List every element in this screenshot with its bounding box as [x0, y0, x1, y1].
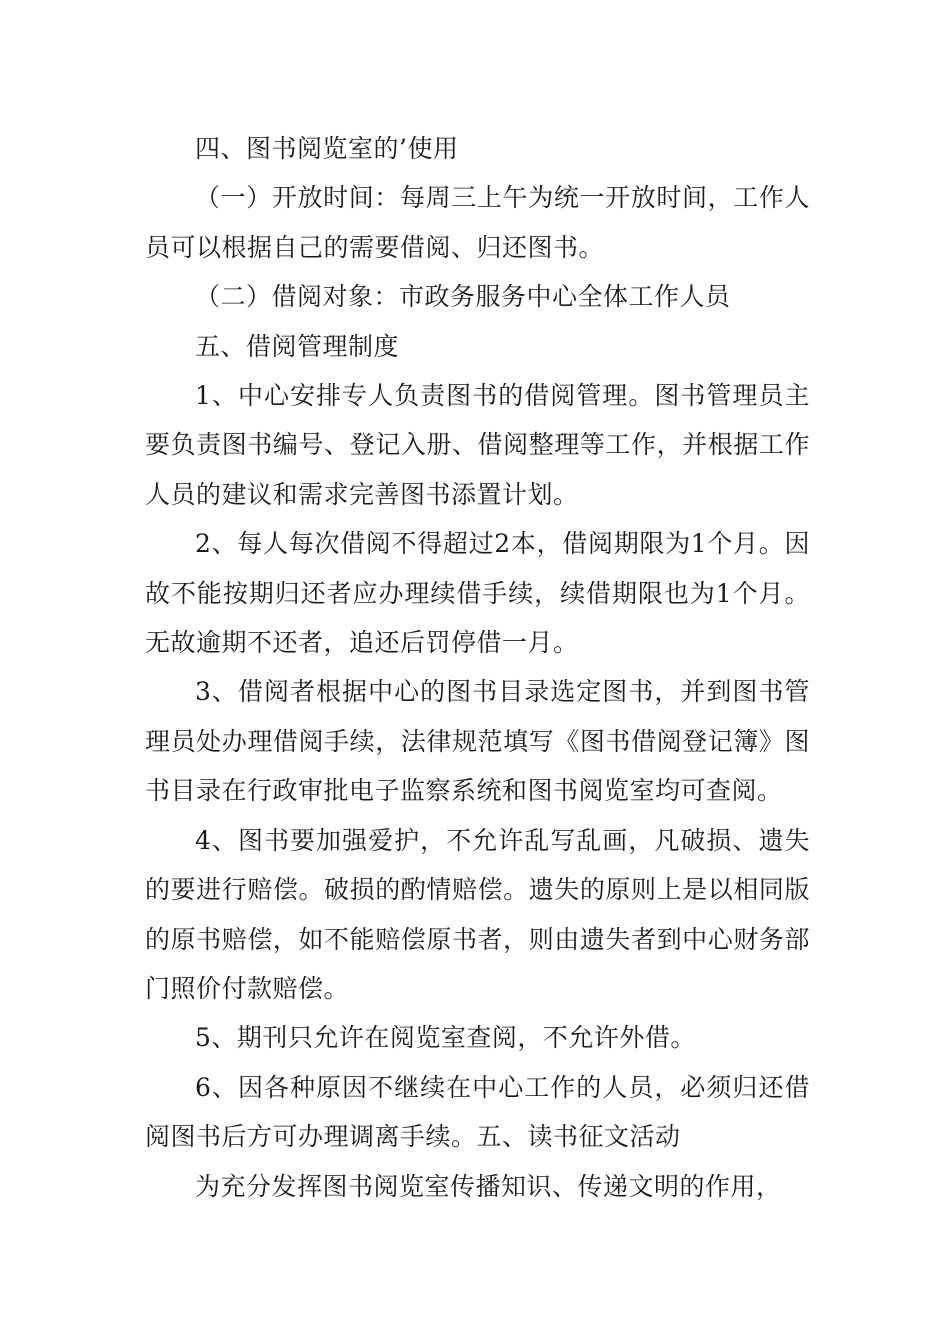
rule-item-2: 2、每人每次借阅不得超过2本，借阅期限为1个月。因故不能按期归还者应办理续借手续，续借期限也为1个月。无故逾期不还者，追还后罚停借一月。	[145, 529, 810, 658]
paragraph-opening-hours: （一）开放时间：每周三上午为统一开放时间，工作人员可以根据自己的需要借阅、归还图书。	[145, 183, 810, 262]
section-heading-reading-room-use: 四、图书阅览室的’使用	[195, 134, 459, 163]
rule-item-1: 1、中心安排专人负责图书的借阅管理。图书管理员主要负责图书编号、登记入册、借阅整理等工作，并根据工作人员的建议和需求完善图书添置计划。	[145, 381, 810, 509]
paragraph-essay-activity: 为充分发挥图书阅览室传播知识、传递文明的作用，	[195, 1171, 782, 1201]
paragraph-borrowers: （二）借阅对象：市政务服务中心全体工作人员	[195, 282, 731, 312]
section-heading-borrowing-rules: 五、借阅管理制度	[195, 331, 400, 361]
document-body	[145, 124, 810, 1211]
rule-item-5: 5、期刊只允许在阅览室查阅，不允许外借。	[195, 1023, 696, 1053]
rule-item-4: 4、图书要加强爱护，不允许乱写乱画，凡破损、遗失的要进行赔偿。破损的酌情赔偿。遗失的原则上是以相同版的原书赔偿，如不能赔偿原书者，则由遗失者到中心财务部门照价付款赔偿。	[145, 825, 810, 1003]
rule-item-6: 6、因各种原因不继续在中心工作的人员，必须归还借阅图书后方可办理调离手续。五、读书征文活动	[145, 1072, 810, 1152]
rule-item-3: 3、借阅者根据中心的图书目录选定图书，并到图书管理员处办理借阅手续，法律规范填写《图书借阅登记簿》图书目录在行政审批电子监察系统和图书阅览室均可查阅。	[145, 677, 810, 806]
